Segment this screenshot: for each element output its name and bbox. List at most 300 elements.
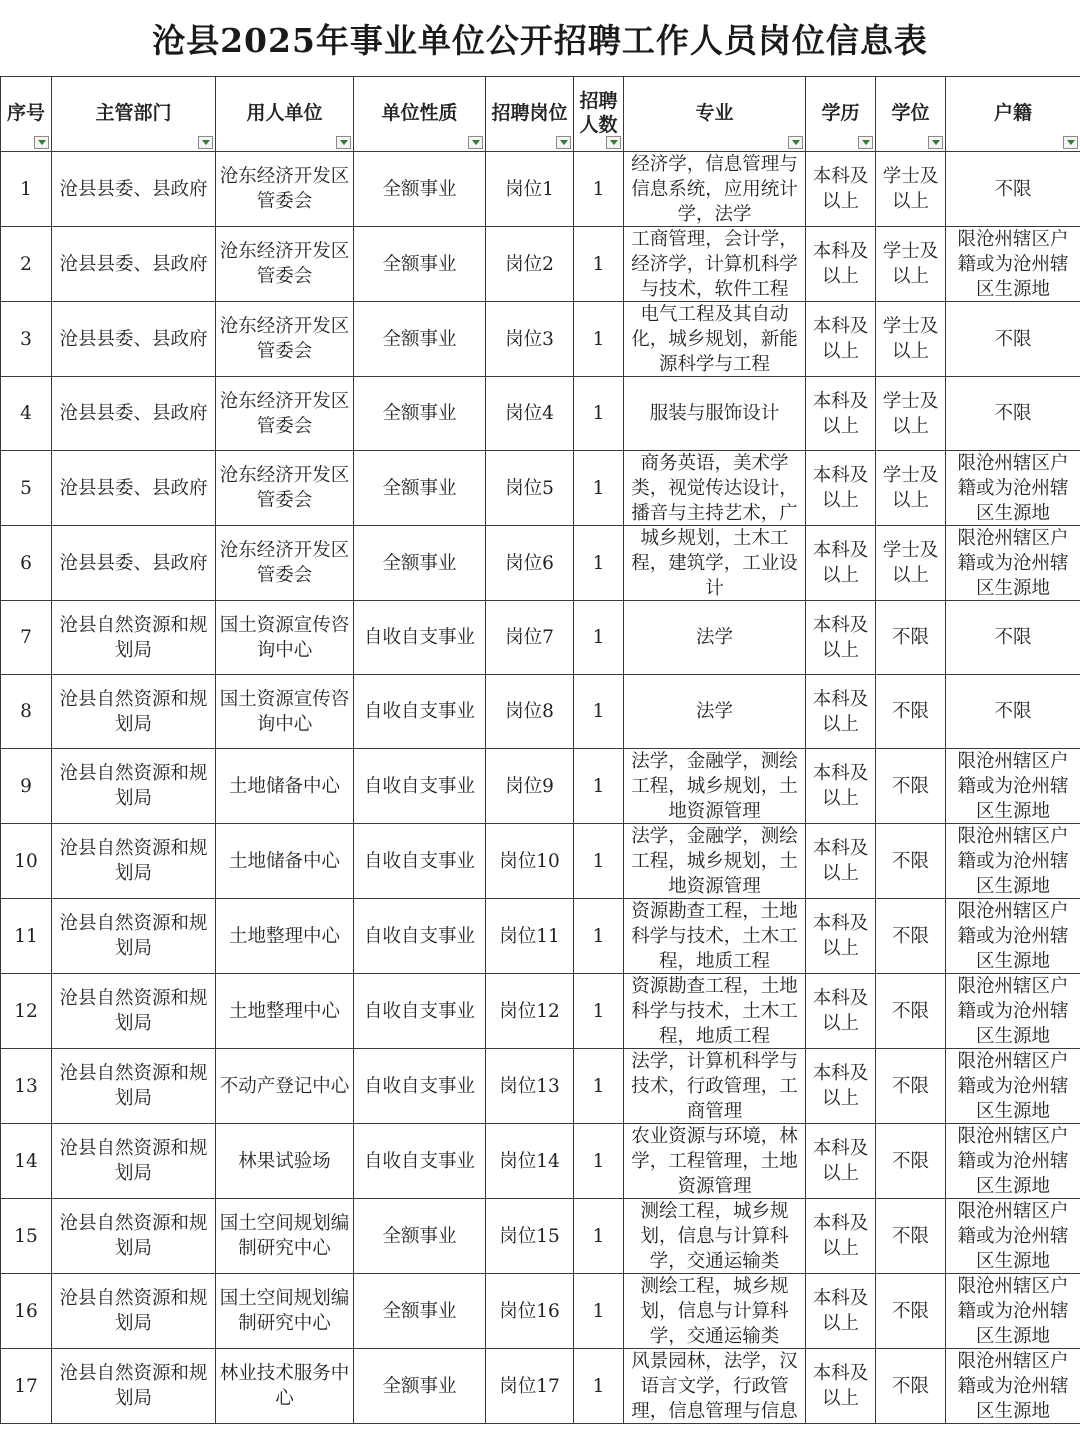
cell-text: 林业技术服务中心 <box>219 1363 350 1409</box>
cell-degree <box>876 824 946 899</box>
cell-position <box>486 601 574 675</box>
cell-text: 7 <box>20 627 32 648</box>
cell-major <box>624 451 806 526</box>
cell-text: 14 <box>14 1150 38 1172</box>
cell-text: 资源勘查工程，土地科学与技术，土木工程，地质工程 <box>631 901 798 972</box>
cell-text: 商务英语，美术学类，视觉传达设计，播音与主持艺术，广 <box>631 453 798 524</box>
cell-position <box>486 377 574 451</box>
cell-major <box>624 526 806 601</box>
cell-text: 本科及以上 <box>812 241 869 287</box>
cell-degree <box>876 227 946 302</box>
cell-degree <box>876 302 946 377</box>
cell-text: 1 <box>592 403 605 424</box>
filter-dropdown-icon[interactable] <box>606 136 621 149</box>
cell-text: 4 <box>20 403 32 424</box>
cell-count <box>574 1049 624 1124</box>
cell-text: 国土资源宣传咨询中心 <box>219 614 350 661</box>
cell-text: 岗位11 <box>499 925 560 947</box>
cell-text: 不限 <box>994 627 1032 648</box>
cell-text: 全额事业 <box>382 552 457 574</box>
cell-education <box>806 824 876 899</box>
cell-text: 限沧州辖区户籍或为沧州辖区生源地 <box>957 1201 1069 1272</box>
cell-position <box>486 749 574 824</box>
cell-text: 本科及以上 <box>812 1363 869 1409</box>
cell-count <box>574 899 624 974</box>
cell-major <box>624 749 806 824</box>
cell-text: 沧东经济开发区管委会 <box>219 166 350 212</box>
cell-index <box>1 1124 52 1199</box>
table-row <box>1 1349 1080 1424</box>
header-label: 招聘人数 <box>579 90 618 136</box>
cell-text: 10 <box>14 850 38 872</box>
cell-index <box>1 1349 52 1424</box>
cell-text: 自收自支事业 <box>363 1075 475 1097</box>
cell-text: 本科及以上 <box>812 1138 869 1184</box>
cell-text: 沧东经济开发区管委会 <box>219 540 350 586</box>
cell-department <box>52 1049 216 1124</box>
table-row <box>1 749 1080 824</box>
cell-text: 不限 <box>891 1225 929 1247</box>
cell-text: 1 <box>592 627 605 648</box>
cell-text: 11 <box>14 925 38 947</box>
cell-text: 自收自支事业 <box>363 701 475 722</box>
cell-department <box>52 1199 216 1274</box>
cell-text: 本科及以上 <box>812 614 869 661</box>
cell-unit-type <box>354 1124 486 1199</box>
col-header-education <box>806 77 876 152</box>
cell-employer <box>216 899 354 974</box>
cell-unit-type <box>354 526 486 601</box>
cell-text: 本科及以上 <box>812 465 869 511</box>
cell-position <box>486 1274 574 1349</box>
cell-major <box>624 974 806 1049</box>
cell-text: 全额事业 <box>382 1375 457 1397</box>
cell-count <box>574 227 624 302</box>
cell-employer <box>216 1124 354 1199</box>
cell-text: 1 <box>592 1150 605 1172</box>
header-label: 序号 <box>6 102 45 125</box>
cell-text: 全额事业 <box>382 178 457 200</box>
cell-employer <box>216 675 354 749</box>
cell-text: 国土资源宣传咨询中心 <box>219 688 350 735</box>
cell-text: 沧县自然资源和规划局 <box>59 838 208 884</box>
cell-text: 岗位12 <box>499 1000 560 1022</box>
cell-text: 沧县自然资源和规划局 <box>59 614 208 661</box>
cell-unit-type <box>354 1049 486 1124</box>
col-header-count <box>574 77 624 152</box>
cell-major <box>624 824 806 899</box>
cell-count <box>574 152 624 227</box>
title-bar <box>0 0 1080 78</box>
cell-household <box>946 227 1080 302</box>
cell-position <box>486 1124 574 1199</box>
cell-text: 农业资源与环境，林学，工程管理，土地资源管理 <box>631 1126 798 1197</box>
table-row <box>1 974 1080 1049</box>
cell-index <box>1 451 52 526</box>
cell-text: 6 <box>20 552 32 574</box>
cell-text: 13 <box>14 1075 38 1097</box>
cell-household <box>946 526 1080 601</box>
cell-text: 限沧州辖区户籍或为沧州辖区生源地 <box>957 528 1069 599</box>
cell-text: 城乡规划，土木工程，建筑学，工业设计 <box>631 528 798 599</box>
table-row <box>1 601 1080 675</box>
cell-index <box>1 974 52 1049</box>
cell-unit-type <box>354 451 486 526</box>
filter-dropdown-icon[interactable] <box>928 136 943 149</box>
cell-text: 自收自支事业 <box>363 850 475 872</box>
col-header-department <box>52 77 216 152</box>
cell-text: 不限 <box>994 328 1032 350</box>
cell-index <box>1 899 52 974</box>
cell-education <box>806 675 876 749</box>
cell-major <box>624 1199 806 1274</box>
cell-department <box>52 974 216 1049</box>
cell-text: 学士及以上 <box>882 540 939 586</box>
cell-degree <box>876 1274 946 1349</box>
cell-text: 沧县自然资源和规划局 <box>59 763 208 809</box>
cell-text: 本科及以上 <box>812 316 869 362</box>
cell-index <box>1 302 52 377</box>
cell-position <box>486 1049 574 1124</box>
cell-text: 自收自支事业 <box>363 775 475 797</box>
cell-count <box>574 1349 624 1424</box>
cell-text: 沧东经济开发区管委会 <box>219 465 350 511</box>
cell-department <box>52 675 216 749</box>
cell-count <box>574 1199 624 1274</box>
cell-text: 岗位4 <box>505 403 554 424</box>
cell-unit-type <box>354 1349 486 1424</box>
header-label: 主管部门 <box>95 102 172 125</box>
filter-dropdown-icon[interactable] <box>198 136 213 149</box>
cell-text: 风景园林，法学，汉语言文学，行政管理，信息管理与信息 <box>631 1351 798 1422</box>
cell-count <box>574 526 624 601</box>
cell-text: 学士及以上 <box>882 316 939 362</box>
cell-text: 岗位1 <box>505 178 554 200</box>
cell-text: 沧县县委、县政府 <box>59 328 208 350</box>
cell-text: 本科及以上 <box>812 838 869 884</box>
cell-count <box>574 1274 624 1349</box>
cell-position <box>486 824 574 899</box>
cell-education <box>806 152 876 227</box>
triangle-down-icon <box>560 140 568 145</box>
cell-text: 1 <box>592 477 605 499</box>
cell-department <box>52 451 216 526</box>
cell-education <box>806 1274 876 1349</box>
cell-text: 1 <box>592 701 605 722</box>
cell-unit-type <box>354 899 486 974</box>
cell-text: 沧县县委、县政府 <box>59 253 208 275</box>
cell-household <box>946 1124 1080 1199</box>
cell-position <box>486 302 574 377</box>
cell-text: 不限 <box>891 1075 929 1097</box>
cell-department <box>52 601 216 675</box>
cell-text: 法学 <box>695 627 733 648</box>
cell-text: 限沧州辖区户籍或为沧州辖区生源地 <box>957 1351 1069 1422</box>
table-row <box>1 302 1080 377</box>
cell-text: 限沧州辖区户籍或为沧州辖区生源地 <box>957 229 1069 300</box>
cell-text: 不限 <box>891 1375 929 1397</box>
cell-text: 1 <box>592 253 605 275</box>
cell-text: 3 <box>20 328 32 350</box>
cell-text: 1 <box>592 328 605 350</box>
cell-household <box>946 675 1080 749</box>
cell-household <box>946 601 1080 675</box>
cell-major <box>624 675 806 749</box>
cell-index <box>1 1049 52 1124</box>
cell-index <box>1 824 52 899</box>
cell-text: 工商管理，会计学，经济学，计算机科学与技术，软件工程 <box>631 229 798 300</box>
cell-text: 沧东经济开发区管委会 <box>219 390 350 437</box>
cell-text: 16 <box>14 1300 38 1322</box>
cell-employer <box>216 152 354 227</box>
cell-count <box>574 601 624 675</box>
cell-text: 本科及以上 <box>812 1288 869 1334</box>
cell-degree <box>876 749 946 824</box>
cell-employer <box>216 377 354 451</box>
cell-text: 资源勘查工程，土地科学与技术，土木工程，地质工程 <box>631 976 798 1047</box>
cell-text: 全额事业 <box>382 1225 457 1247</box>
cell-text: 5 <box>20 477 32 499</box>
cell-text: 沧县自然资源和规划局 <box>59 913 208 959</box>
cell-employer <box>216 1274 354 1349</box>
table-row <box>1 152 1080 227</box>
cell-unit-type <box>354 824 486 899</box>
cell-count <box>574 451 624 526</box>
cell-text: 限沧州辖区户籍或为沧州辖区生源地 <box>957 751 1069 822</box>
cell-text: 本科及以上 <box>812 1213 869 1259</box>
cell-employer <box>216 1199 354 1274</box>
cell-position <box>486 675 574 749</box>
table-row <box>1 526 1080 601</box>
cell-household <box>946 824 1080 899</box>
cell-education <box>806 1199 876 1274</box>
cell-text: 不限 <box>891 1300 929 1322</box>
triangle-down-icon <box>792 140 800 145</box>
filter-dropdown-icon[interactable] <box>858 136 873 149</box>
cell-text: 1 <box>592 178 605 200</box>
cell-text: 岗位6 <box>505 552 554 574</box>
col-header-position <box>486 77 574 152</box>
cell-major <box>624 302 806 377</box>
cell-text: 法学 <box>695 701 733 722</box>
cell-education <box>806 227 876 302</box>
cell-department <box>52 899 216 974</box>
cell-household <box>946 302 1080 377</box>
cell-text: 不限 <box>891 925 929 947</box>
cell-text: 土地储备中心 <box>228 850 340 872</box>
cell-text: 不限 <box>994 701 1032 722</box>
cell-text: 全额事业 <box>382 403 457 424</box>
cell-text: 沧县自然资源和规划局 <box>59 688 208 735</box>
cell-text: 本科及以上 <box>812 540 869 586</box>
cell-text: 1 <box>592 1075 605 1097</box>
cell-degree <box>876 1349 946 1424</box>
cell-employer <box>216 749 354 824</box>
cell-text: 沧县自然资源和规划局 <box>59 1063 208 1109</box>
cell-text: 12 <box>14 1000 38 1022</box>
filter-dropdown-icon[interactable] <box>468 136 483 149</box>
cell-employer <box>216 451 354 526</box>
cell-household <box>946 377 1080 451</box>
cell-text: 1 <box>592 1000 605 1022</box>
cell-education <box>806 1349 876 1424</box>
cell-text: 林果试验场 <box>238 1150 331 1172</box>
cell-index <box>1 526 52 601</box>
cell-text: 自收自支事业 <box>363 925 475 947</box>
filter-dropdown-icon[interactable] <box>788 136 803 149</box>
cell-position <box>486 526 574 601</box>
cell-major <box>624 1049 806 1124</box>
cell-text: 不限 <box>891 775 929 797</box>
cell-text: 本科及以上 <box>812 763 869 809</box>
cell-text: 电气工程及其自动化，城乡规划，新能源科学与工程 <box>631 304 798 375</box>
cell-unit-type <box>354 377 486 451</box>
cell-education <box>806 899 876 974</box>
cell-text: 不限 <box>891 701 929 722</box>
cell-text: 不限 <box>994 178 1032 200</box>
triangle-down-icon <box>340 140 348 145</box>
cell-text: 全额事业 <box>382 477 457 499</box>
table-body <box>1 152 1080 1424</box>
header-label: 用人单位 <box>246 102 323 125</box>
cell-text: 岗位9 <box>505 775 554 797</box>
cell-text: 限沧州辖区户籍或为沧州辖区生源地 <box>957 826 1069 897</box>
filter-dropdown-icon[interactable] <box>1063 136 1078 149</box>
table-row <box>1 1199 1080 1274</box>
cell-employer <box>216 974 354 1049</box>
header-row <box>1 77 1080 152</box>
cell-count <box>574 974 624 1049</box>
cell-text: 土地整理中心 <box>228 925 340 947</box>
cell-education <box>806 1124 876 1199</box>
cell-text: 限沧州辖区户籍或为沧州辖区生源地 <box>957 1126 1069 1197</box>
cell-department <box>52 824 216 899</box>
cell-count <box>574 675 624 749</box>
cell-degree <box>876 675 946 749</box>
cell-text: 测绘工程，城乡规划，信息与计算科学，交通运输类 <box>640 1276 789 1347</box>
filter-dropdown-icon[interactable] <box>34 136 49 149</box>
header-label: 学位 <box>891 102 930 125</box>
cell-education <box>806 526 876 601</box>
cell-index <box>1 675 52 749</box>
cell-education <box>806 1049 876 1124</box>
triangle-down-icon <box>472 140 480 145</box>
cell-education <box>806 749 876 824</box>
cell-unit-type <box>354 974 486 1049</box>
cell-employer <box>216 526 354 601</box>
cell-text: 法学，计算机科学与技术，行政管理，工商管理 <box>631 1051 798 1122</box>
cell-household <box>946 451 1080 526</box>
cell-text: 土地整理中心 <box>228 1000 340 1022</box>
cell-text: 沧县自然资源和规划局 <box>59 988 208 1034</box>
cell-text: 岗位13 <box>499 1075 560 1097</box>
cell-text: 岗位3 <box>505 328 554 350</box>
cell-text: 本科及以上 <box>812 166 869 212</box>
cell-index <box>1 1199 52 1274</box>
cell-index <box>1 152 52 227</box>
cell-major <box>624 152 806 227</box>
cell-position <box>486 1199 574 1274</box>
triangle-down-icon <box>610 140 618 145</box>
cell-employer <box>216 1049 354 1124</box>
cell-text: 1 <box>592 775 605 797</box>
cell-text: 法学，金融学，测绘工程，城乡规划，土地资源管理 <box>631 751 798 822</box>
cell-household <box>946 1199 1080 1274</box>
cell-text: 学士及以上 <box>882 241 939 287</box>
cell-text: 17 <box>14 1375 38 1397</box>
cell-text: 2 <box>20 253 32 275</box>
col-header-employer <box>216 77 354 152</box>
cell-major <box>624 1349 806 1424</box>
cell-text: 1 <box>592 850 605 872</box>
cell-degree <box>876 152 946 227</box>
cell-education <box>806 601 876 675</box>
cell-text: 学士及以上 <box>882 465 939 511</box>
col-header-unit-type <box>354 77 486 152</box>
table-row <box>1 824 1080 899</box>
cell-major <box>624 899 806 974</box>
cell-unit-type <box>354 1274 486 1349</box>
cell-text: 不限 <box>891 1150 929 1172</box>
cell-department <box>52 377 216 451</box>
cell-unit-type <box>354 675 486 749</box>
cell-text: 1 <box>592 1225 605 1247</box>
header-label: 户籍 <box>993 102 1032 125</box>
cell-text: 全额事业 <box>382 253 457 275</box>
cell-degree <box>876 451 946 526</box>
cell-count <box>574 824 624 899</box>
cell-department <box>52 1349 216 1424</box>
cell-text: 1 <box>592 552 605 574</box>
cell-household <box>946 749 1080 824</box>
cell-employer <box>216 1349 354 1424</box>
cell-household <box>946 1049 1080 1124</box>
cell-position <box>486 974 574 1049</box>
cell-household <box>946 152 1080 227</box>
cell-text: 沧县县委、县政府 <box>59 403 208 424</box>
cell-text: 不限 <box>994 403 1032 424</box>
cell-degree <box>876 899 946 974</box>
cell-education <box>806 302 876 377</box>
cell-text: 1 <box>20 178 32 200</box>
cell-major <box>624 1274 806 1349</box>
cell-department <box>52 526 216 601</box>
cell-text: 岗位15 <box>499 1225 560 1247</box>
cell-text: 不限 <box>891 627 929 648</box>
cell-count <box>574 302 624 377</box>
table-row <box>1 675 1080 749</box>
cell-department <box>52 1274 216 1349</box>
table-row <box>1 451 1080 526</box>
cell-text: 服装与服饰设计 <box>649 403 780 424</box>
cell-position <box>486 152 574 227</box>
cell-text: 学士及以上 <box>882 390 939 437</box>
cell-text: 不限 <box>891 850 929 872</box>
cell-text: 岗位10 <box>499 850 560 872</box>
filter-dropdown-icon[interactable] <box>556 136 571 149</box>
filter-dropdown-icon[interactable] <box>336 136 351 149</box>
cell-count <box>574 377 624 451</box>
cell-text: 限沧州辖区户籍或为沧州辖区生源地 <box>957 901 1069 972</box>
cell-position <box>486 899 574 974</box>
cell-employer <box>216 601 354 675</box>
cell-text: 岗位5 <box>505 477 554 499</box>
cell-department <box>52 749 216 824</box>
cell-department <box>52 227 216 302</box>
cell-text: 不动产登记中心 <box>219 1075 350 1097</box>
cell-major <box>624 601 806 675</box>
cell-unit-type <box>354 227 486 302</box>
